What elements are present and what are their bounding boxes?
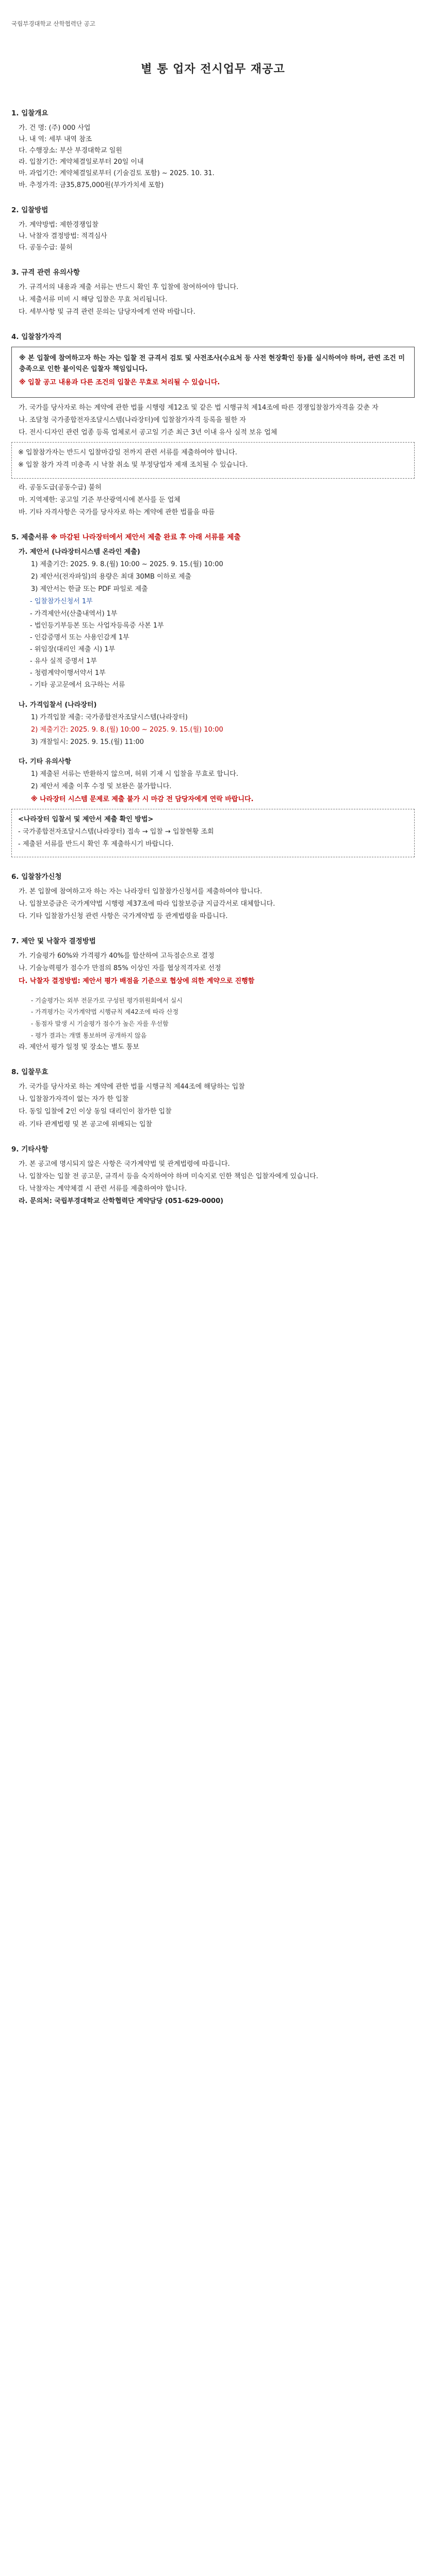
eligibility-notes-box — [11, 442, 415, 478]
method-line: 다. 공동수급: 불허 — [19, 243, 73, 251]
notice-text: ※ 본 입찰에 참여하고자 하는 자는 입찰 전 규격서 검토 및 사전조사(수요처 등 사전 현장확인 등)를 실시하여야 하며, 관련 조건 미충족으로 인한 불이익은 입찰자 책임입니다. — [19, 354, 405, 373]
section-spec-notes — [11, 267, 415, 317]
misc-line: 1) 제출된 서류는 반환하지 않으며, 허위 기재 시 입찰을 무효로 합니다. — [31, 770, 238, 778]
bid-period: 2) 제출기간: 2025. 9. 8.(월) 10:00 ~ 2025. 9. 15.(월) 10:00 — [31, 725, 223, 734]
document-list — [30, 597, 415, 690]
eligibility-notice-box — [11, 347, 415, 397]
method-line: 가. 계약방법: 제한경쟁입찰 — [19, 221, 99, 229]
section-eligibility — [11, 332, 415, 517]
box-line: - 국가종합전자조달시스템(나라장터) 접속 → 입찰 → 입찰현황 조회 — [18, 827, 214, 836]
registration-line: 나. 입찰보증금은 국가계약법 시행령 제37조에 따라 입찰보증금 지급각서로 대체합니다. — [19, 900, 275, 908]
spec-line: 가. 규격서의 내용과 제출 서류는 반드시 확인 후 입찰에 참여하여야 합니다. — [19, 283, 239, 292]
registration-line: 가. 본 입찰에 참여하고자 하는 자는 나라장터 입찰참가신청서를 제출하여야 합니다. — [19, 888, 263, 895]
notice-text: ※ 입찰 공고 내용과 다른 조건의 입찰은 무효로 처리될 수 있습니다. — [19, 378, 220, 386]
bid-line: 1) 가격입찰 제출: 국가종합전자조달시스템(나라장터) — [31, 713, 188, 721]
list-item: - 입찰참가신청서 1부 — [30, 598, 93, 606]
spec-line: 나. 제출서류 미비 시 해당 입찰은 무효 처리됩니다. — [19, 296, 168, 304]
notice-content — [11, 108, 415, 1221]
eligibility-line: 다. 전시·디자인 관련 업종 등록 업체로서 공고일 기준 최근 3년 이내 유사 실적 보유 업체 — [19, 429, 277, 437]
section-heading: 3. 규격 관련 유의사항 — [11, 268, 80, 277]
list-item: - 청렴계약이행서약서 1부 — [30, 669, 106, 677]
page-title: 별 통 업자 전시업무 재공고 — [141, 63, 285, 76]
eligibility-line: 가. 국가를 당사자로 하는 계약에 관한 법률 시행령 제12조 및 같은 법 시행규칙 제14조에 따른 경쟁입찰참가자격을 갖춘 자 — [19, 403, 379, 412]
org-header: 국립부경대학교 산학협력단 공고 — [11, 20, 95, 27]
award-line: 라. 제안서 평가 일정 및 장소는 별도 통보 — [19, 1043, 139, 1052]
overview-line: 라. 입찰기간: 계약체결일로부터 20일 이내 — [19, 158, 144, 166]
section-heading: 5. 제출서류 ※ 마감된 나라장터에서 제안서 제출 완료 후 아래 서류를 제출 — [11, 533, 241, 541]
list-item: - 위임장(대리인 제출 시) 1부 — [30, 645, 116, 653]
section-documents — [11, 532, 415, 857]
section-heading: 4. 입찰참가자격 — [11, 333, 62, 342]
submission-line: 3) 제안서는 한글 또는 PDF 파일로 제출 — [31, 585, 148, 594]
submission-period: 1) 제출기간: 2025. 9. 8.(월) 10:00 ~ 2025. 9. 15.(월) 10:00 — [31, 560, 223, 568]
award-highlight: 다. 낙찰자 결정방법: 제안서 평가 배점을 기준으로 협상에 의한 계약으로 진행함 — [19, 977, 255, 985]
eligibility-line: 나. 조달청 국가종합전자조달시스템(나라장터)에 입찰참가자격 등록을 필한 자 — [19, 416, 246, 424]
award-detail: - 동점자 발생 시 기술평가 점수가 높은 자를 우선함 — [31, 1020, 169, 1027]
section-heading: 9. 기타사항 — [11, 1145, 48, 1154]
award-line: 가. 기술평가 60%와 가격평가 40%를 합산하여 고득점순으로 결정 — [19, 952, 215, 960]
overview-line: 마. 과업기간: 계약체결일로부터 (기술검토 포함) ~ 2025. 10. 31. — [19, 170, 215, 178]
section-heading: 2. 입찰방법 — [11, 206, 48, 214]
box-title: <나라장터 입찰서 및 제안서 제출 확인 방법> — [18, 815, 154, 823]
note-line: ※ 입찰참가자는 반드시 입찰마감일 전까지 관련 서류를 제출하여야 합니다. — [18, 449, 237, 457]
submission-line: 2) 제안서(전자파일)의 용량은 최대 30MB 이하로 제출 — [31, 573, 192, 581]
list-item: - 법인등기부등본 또는 사업자등록증 사본 1부 — [30, 621, 164, 630]
overview-line: 나. 내 역: 세부 내역 참조 — [19, 135, 92, 144]
invalid-line: 나. 입찰참가자격이 없는 자가 한 입찰 — [19, 1095, 129, 1104]
warning-line: ※ 나라장터 시스템 문제로 제출 불가 시 마감 전 담당자에게 연락 바랍니다. — [31, 795, 254, 803]
list-item: - 기타 공고문에서 요구하는 서류 — [30, 681, 125, 689]
method-line: 나. 낙찰자 결정방법: 적격심사 — [19, 232, 107, 240]
section-overview — [11, 108, 415, 191]
misc-line: 2) 제안서 제출 이후 수정 및 보완은 불가합니다. — [31, 783, 172, 791]
overview-line: 바. 추정가격: 금35,875,000원(부가가치세 포함) — [19, 181, 164, 189]
section-heading: 1. 입찰개요 — [11, 109, 48, 117]
section-heading: 6. 입찰참가신청 — [11, 873, 62, 882]
section-registration — [11, 872, 415, 922]
section-award — [11, 936, 415, 1053]
overview-line: 가. 건 명: (주) 000 사업 — [19, 124, 91, 132]
section-misc — [11, 1144, 415, 1207]
eligibility-line: 라. 공동도급(공동수급) 불허 — [19, 483, 102, 492]
invalid-line: 다. 동일 입찰에 2인 이상 동일 대리인이 참가한 입찰 — [19, 1108, 172, 1116]
note-line: ※ 입찰 참가 자격 미충족 시 낙찰 취소 및 부정당업자 제재 조치될 수 있습니다. — [18, 461, 248, 469]
misc-line: 나. 입찰자는 입찰 전 공고문, 규격서 등을 숙지하여야 하며 미숙지로 인한 책임은 입찰자에게 있습니다. — [19, 1172, 318, 1180]
misc-line: 가. 본 공고에 명시되지 않은 사항은 국가계약법 및 관계법령에 따릅니다. — [19, 1160, 230, 1168]
registration-line: 다. 기타 입찰참가신청 관련 사항은 국가계약법 등 관계법령을 따릅니다. — [19, 912, 228, 921]
list-item: - 유사 실적 증명서 1부 — [30, 657, 97, 666]
list-item: - 가격제안서(산출내역서) 1부 — [30, 609, 118, 618]
misc-line: 다. 낙찰자는 계약체결 시 관련 서류를 제출하여야 합니다. — [19, 1184, 187, 1193]
award-detail: - 평가 결과는 개별 통보하며 공개하지 않음 — [31, 1031, 147, 1039]
invalid-line: 가. 국가를 당사자로 하는 계약에 관한 법률 시행규칙 제44조에 해당하는 입찰 — [19, 1083, 245, 1091]
subsection-title: 다. 기타 유의사항 — [19, 758, 71, 766]
section-heading: 7. 제안 및 낙찰자 결정방법 — [11, 937, 96, 946]
bid-line: 3) 개찰일시: 2025. 9. 15.(월) 11:00 — [31, 738, 144, 746]
submission-check-box — [11, 809, 415, 857]
overview-line: 다. 수행장소: 부산 부경대학교 일원 — [19, 147, 122, 155]
award-detail: - 기술평가는 외부 전문가로 구성된 평가위원회에서 실시 — [31, 996, 183, 1004]
subsection-title: 가. 제안서 (나라장터시스템 온라인 제출) — [19, 548, 140, 556]
spec-line: 다. 세부사항 및 규격 관련 문의는 담당자에게 연락 바랍니다. — [19, 308, 195, 316]
contact-line: 라. 문의처: 국립부경대학교 산학협력단 계약담당 (051-629-0000) — [19, 1197, 224, 1206]
award-detail: - 가격평가는 국가계약법 시행규칙 제42조에 따라 산정 — [31, 1008, 178, 1016]
subsection-title: 나. 가격입찰서 (나라장터) — [19, 701, 97, 709]
section-heading: 8. 입찰무효 — [11, 1068, 48, 1077]
box-line: - 제출된 서류를 반드시 확인 후 제출하시기 바랍니다. — [18, 840, 174, 848]
eligibility-line: 바. 기타 자격사항은 국가를 당사자로 하는 계약에 관한 법률을 따름 — [19, 508, 215, 516]
invalid-line: 라. 기타 관계법령 및 본 공고에 위배되는 입찰 — [19, 1120, 153, 1128]
list-item: - 인감증명서 또는 사용인감계 1부 — [30, 633, 129, 641]
section-invalid — [11, 1067, 415, 1129]
eligibility-line: 마. 지역제한: 공고일 기준 부산광역시에 본사를 둔 업체 — [19, 496, 181, 504]
section-method — [11, 205, 415, 253]
award-line: 나. 기술능력평가 점수가 만점의 85% 이상인 자를 협상적격자로 선정 — [19, 964, 221, 973]
